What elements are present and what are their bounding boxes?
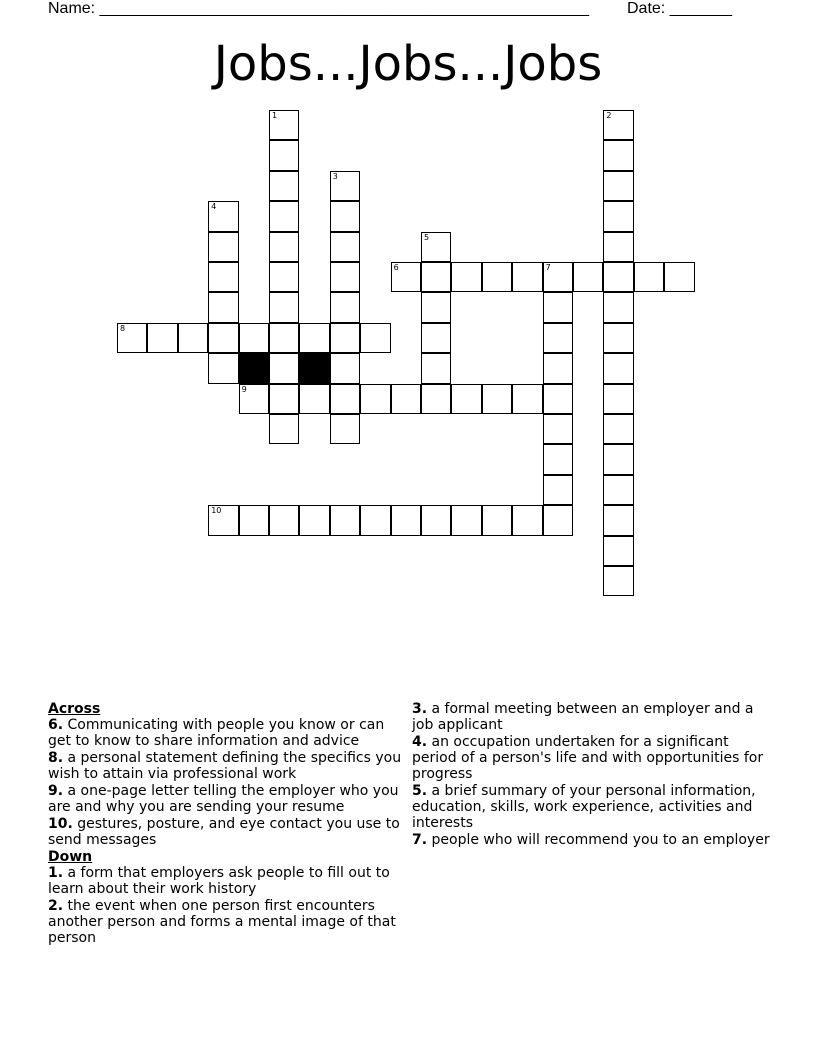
clue-text: a brief summary of your personal information, education, skills, work experience, activities and interests bbox=[412, 783, 756, 831]
crossword-cell[interactable] bbox=[299, 384, 329, 414]
crossword-cell[interactable] bbox=[543, 505, 573, 535]
clue-number: 2. bbox=[48, 898, 64, 914]
clue-down-3 bbox=[412, 701, 772, 733]
crossword-cell[interactable] bbox=[269, 323, 299, 353]
crossword-cell[interactable] bbox=[269, 384, 299, 414]
clue-number-label: 6 bbox=[393, 263, 399, 272]
crossword-cell[interactable] bbox=[421, 323, 451, 353]
clues-right-column bbox=[412, 701, 772, 849]
crossword-cell[interactable] bbox=[603, 505, 633, 535]
crossword-cell[interactable] bbox=[482, 505, 512, 535]
crossword-cell[interactable] bbox=[603, 262, 633, 292]
crossword-cell[interactable] bbox=[512, 262, 542, 292]
clue-number-label: 7 bbox=[545, 263, 551, 272]
crossword-cell[interactable] bbox=[421, 292, 451, 322]
clue-text: people who will recommend you to an employer bbox=[431, 832, 770, 848]
clue-across-10 bbox=[48, 816, 408, 848]
crossword-cell[interactable] bbox=[421, 505, 451, 535]
clue-number-label: 5 bbox=[424, 232, 430, 242]
crossword-cell[interactable] bbox=[299, 505, 329, 535]
crossword-cell[interactable] bbox=[543, 475, 573, 505]
crossword-cell[interactable] bbox=[208, 323, 238, 353]
clue-number: 7. bbox=[412, 832, 428, 848]
crossword-cell[interactable] bbox=[147, 323, 177, 353]
crossword-cell[interactable] bbox=[208, 505, 238, 535]
crossword-cell[interactable] bbox=[482, 384, 512, 414]
crossword-cell[interactable] bbox=[603, 384, 633, 414]
clue-number: 9. bbox=[48, 783, 64, 799]
clue-text: a one-page letter telling the employer who you are and why you are sending your resume bbox=[48, 783, 399, 815]
crossword-cell[interactable] bbox=[269, 232, 299, 262]
clue-number-label: 8 bbox=[120, 323, 126, 333]
crossword-cell[interactable] bbox=[603, 292, 633, 322]
crossword-cell[interactable] bbox=[421, 262, 451, 292]
clue-across-6 bbox=[48, 717, 408, 749]
clue-across-9 bbox=[48, 783, 408, 815]
crossword-cell[interactable] bbox=[421, 384, 451, 414]
crossword-cell[interactable] bbox=[330, 232, 360, 262]
clue-text: a form that employers ask people to fill out to learn about their work history bbox=[48, 865, 390, 897]
clue-down-1 bbox=[48, 865, 408, 897]
crossword-cell[interactable] bbox=[391, 505, 421, 535]
crossword-cell[interactable] bbox=[603, 110, 633, 140]
clue-number: 4. bbox=[412, 734, 428, 750]
crossword-cell[interactable] bbox=[603, 323, 633, 353]
crossword-cell[interactable] bbox=[239, 323, 269, 353]
crossword-cell[interactable] bbox=[603, 444, 633, 474]
crossword-cell[interactable] bbox=[208, 262, 238, 292]
header bbox=[48, 0, 748, 22]
clue-text: Communicating with people you know or can get to know to share information and advice bbox=[48, 717, 385, 749]
crossword-cell[interactable] bbox=[603, 171, 633, 201]
puzzle-title: Jobs...Jobs...Jobs bbox=[213, 36, 603, 92]
clue-down-7 bbox=[412, 832, 772, 848]
crossword-cell[interactable] bbox=[208, 292, 238, 322]
clue-down-2 bbox=[48, 898, 408, 946]
clue-text: a personal statement defining the specifics you wish to attain via professional work bbox=[48, 750, 402, 782]
crossword-cell[interactable] bbox=[269, 292, 299, 322]
crossword-cell[interactable] bbox=[543, 414, 573, 444]
crossword-cell[interactable] bbox=[421, 232, 451, 262]
crossword-cell[interactable] bbox=[360, 384, 390, 414]
crossword-cell[interactable] bbox=[269, 262, 299, 292]
clue-down-4 bbox=[412, 734, 772, 782]
crossword-cell[interactable] bbox=[208, 201, 238, 231]
across-heading: Across bbox=[48, 701, 101, 717]
clue-number-label: 10 bbox=[211, 506, 222, 516]
clue-number: 10. bbox=[48, 816, 73, 832]
black-square bbox=[239, 353, 269, 383]
crossword-cell[interactable] bbox=[512, 384, 542, 414]
crossword-cell[interactable] bbox=[391, 384, 421, 414]
crossword-cell[interactable] bbox=[603, 414, 633, 444]
crossword-cell[interactable] bbox=[330, 505, 360, 535]
clue-down-5 bbox=[412, 783, 772, 831]
crossword-cell[interactable] bbox=[664, 262, 694, 292]
clue-number-label: 9 bbox=[241, 384, 247, 394]
crossword-cell[interactable] bbox=[543, 292, 573, 322]
crossword-cell[interactable] bbox=[421, 353, 451, 383]
crossword-cell[interactable] bbox=[330, 262, 360, 292]
crossword-cell[interactable] bbox=[269, 414, 299, 444]
clue-number: 5. bbox=[412, 783, 428, 799]
clue-number: 8. bbox=[48, 750, 64, 766]
crossword-cell[interactable] bbox=[603, 201, 633, 231]
clue-number-label: 4 bbox=[211, 202, 217, 212]
crossword-cell[interactable] bbox=[391, 262, 421, 292]
crossword-cell[interactable] bbox=[543, 444, 573, 474]
crossword-cell[interactable] bbox=[239, 505, 269, 535]
crossword-cell[interactable] bbox=[299, 323, 329, 353]
clue-number-label: 1 bbox=[272, 111, 278, 120]
black-square bbox=[299, 353, 329, 383]
crossword-cell[interactable] bbox=[330, 384, 360, 414]
clue-text: the event when one person first encounters another person and forms a mental image of that person bbox=[48, 898, 396, 946]
crossword-cell[interactable] bbox=[451, 505, 481, 535]
crossword-cell[interactable] bbox=[269, 140, 299, 170]
crossword-cell[interactable] bbox=[208, 353, 238, 383]
crossword-cell[interactable] bbox=[117, 323, 147, 353]
crossword-cell[interactable] bbox=[178, 323, 208, 353]
crossword-cell[interactable] bbox=[269, 110, 299, 140]
crossword-cell[interactable] bbox=[269, 505, 299, 535]
crossword-cell[interactable] bbox=[330, 414, 360, 444]
crossword-cell[interactable] bbox=[208, 232, 238, 262]
clue-text: an occupation undertaken for a significant period of a person's life and with opportunities for progress bbox=[412, 734, 764, 782]
crossword-cell[interactable] bbox=[330, 353, 360, 383]
crossword-cell[interactable] bbox=[634, 262, 664, 292]
crossword-cell[interactable] bbox=[330, 323, 360, 353]
crossword-cell[interactable] bbox=[360, 323, 390, 353]
clue-number: 1. bbox=[48, 865, 64, 881]
clue-text: gestures, posture, and eye contact you use to send messages bbox=[48, 816, 400, 848]
down-heading: Down bbox=[48, 849, 93, 865]
crossword-cell[interactable] bbox=[512, 505, 542, 535]
crossword-cell[interactable] bbox=[603, 353, 633, 383]
crossword-cell[interactable] bbox=[543, 262, 573, 292]
crossword-cell[interactable] bbox=[451, 384, 481, 414]
crossword-cell[interactable] bbox=[603, 140, 633, 170]
crossword-cell[interactable] bbox=[603, 232, 633, 262]
crossword-cell[interactable] bbox=[543, 323, 573, 353]
crossword-cell[interactable] bbox=[482, 262, 512, 292]
crossword-cell[interactable] bbox=[603, 566, 633, 596]
crossword-cell[interactable] bbox=[543, 384, 573, 414]
crossword-cell[interactable] bbox=[269, 201, 299, 231]
clue-number-label: 2 bbox=[606, 111, 612, 120]
clue-number-label: 3 bbox=[332, 171, 338, 181]
crossword-cell[interactable] bbox=[603, 475, 633, 505]
clue-text: a formal meeting between an employer and a job applicant bbox=[412, 701, 754, 733]
crossword-cell[interactable] bbox=[330, 201, 360, 231]
date-line[interactable]: Date: _______ bbox=[627, 0, 732, 17]
crossword-cell[interactable] bbox=[330, 292, 360, 322]
crossword-cell[interactable] bbox=[269, 171, 299, 201]
clue-across-8 bbox=[48, 750, 408, 782]
clue-number: 6. bbox=[48, 717, 64, 733]
crossword-cell[interactable] bbox=[239, 384, 269, 414]
crossword-cell[interactable] bbox=[603, 536, 633, 566]
crossword-cell[interactable] bbox=[451, 262, 481, 292]
clues-left-column bbox=[48, 701, 408, 947]
crossword-cell[interactable] bbox=[360, 505, 390, 535]
crossword-cell[interactable] bbox=[543, 353, 573, 383]
name-line[interactable]: Name: _______________________________________________________ bbox=[48, 0, 589, 17]
clue-number: 3. bbox=[412, 701, 428, 717]
crossword-cell[interactable] bbox=[330, 171, 360, 201]
crossword-cell[interactable] bbox=[573, 262, 603, 292]
crossword-cell[interactable] bbox=[269, 353, 299, 383]
